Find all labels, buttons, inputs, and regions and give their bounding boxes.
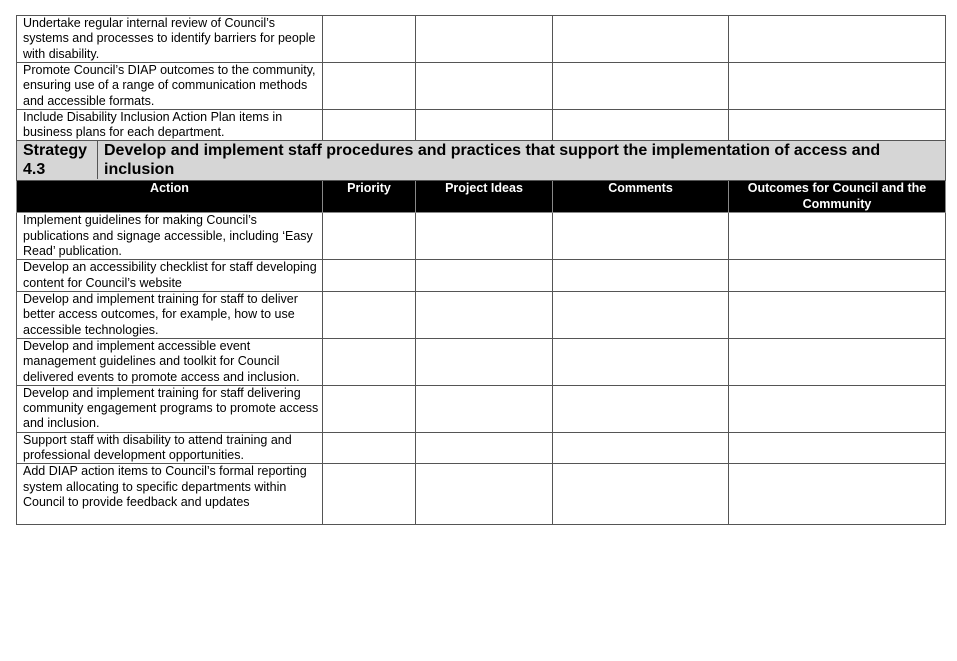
priority-cell [323, 213, 416, 260]
comments-cell [553, 292, 729, 339]
comments-cell [553, 109, 729, 141]
strategy-cell [17, 141, 946, 181]
priority-cell [323, 63, 416, 110]
comments-cell [553, 338, 729, 385]
strategy-inner-table [17, 141, 945, 179]
strategy-row [17, 141, 946, 181]
project-ideas-cell [416, 63, 553, 110]
priority-cell [323, 292, 416, 339]
header-action: Action [17, 181, 323, 213]
table-row [17, 260, 946, 292]
priority-cell [323, 16, 416, 63]
priority-cell [323, 385, 416, 432]
header-project-ideas: Project Ideas [416, 181, 553, 213]
strategy-number: Strategy 4.3 [17, 141, 98, 179]
table-row [17, 385, 946, 432]
action-cell: Promote Council’s DIAP outcomes to the community, ensuring use of a range of communication methods and accessible formats. [17, 63, 323, 110]
header-priority: Priority [323, 181, 416, 213]
project-ideas-cell [416, 213, 553, 260]
priority-cell [323, 260, 416, 292]
project-ideas-cell [416, 432, 553, 464]
project-ideas-cell [416, 260, 553, 292]
comments-cell [553, 385, 729, 432]
header-outcomes: Outcomes for Council and the Community [729, 181, 946, 213]
action-cell: Add DIAP action items to Council’s formal reporting system allocating to specific departments within Council to provide feedback and updates [17, 464, 323, 525]
table-row [17, 292, 946, 339]
action-cell: Implement guidelines for making Council’s publications and signage accessible, including ‘Easy Read’ publication. [17, 213, 323, 260]
action-cell: Include Disability Inclusion Action Plan items in business plans for each department. [17, 109, 323, 141]
outcomes-cell [729, 63, 946, 110]
project-ideas-cell [416, 16, 553, 63]
comments-cell [553, 213, 729, 260]
outcomes-cell [729, 292, 946, 339]
comments-cell [553, 260, 729, 292]
outcomes-cell [729, 109, 946, 141]
table-row [17, 16, 946, 63]
comments-cell [553, 432, 729, 464]
action-cell: Develop and implement training for staff delivering community engagement programs to promote access and inclusion. [17, 385, 323, 432]
header-comments: Comments [553, 181, 729, 213]
comments-cell [553, 16, 729, 63]
action-plan-table [16, 15, 946, 525]
priority-cell [323, 338, 416, 385]
action-cell: Develop an accessibility checklist for staff developing content for Council’s website [17, 260, 323, 292]
project-ideas-cell [416, 292, 553, 339]
comments-cell [553, 464, 729, 525]
project-ideas-cell [416, 385, 553, 432]
project-ideas-cell [416, 109, 553, 141]
table-header-row [17, 181, 946, 213]
outcomes-cell [729, 385, 946, 432]
project-ideas-cell [416, 464, 553, 525]
outcomes-cell [729, 432, 946, 464]
outcomes-cell [729, 260, 946, 292]
action-cell: Support staff with disability to attend training and professional development opportunities. [17, 432, 323, 464]
table-row [17, 464, 946, 525]
outcomes-cell [729, 213, 946, 260]
priority-cell [323, 432, 416, 464]
table-row [17, 109, 946, 141]
priority-cell [323, 464, 416, 525]
action-cell: Develop and implement accessible event management guidelines and toolkit for Council delivered events to promote access and inclusion. [17, 338, 323, 385]
strategy-title: Develop and implement staff procedures and practices that support the implementation of access and inclusion [98, 141, 946, 179]
table-row [17, 432, 946, 464]
table-row [17, 213, 946, 260]
comments-cell [553, 63, 729, 110]
action-cell: Undertake regular internal review of Council’s systems and processes to identify barriers for people with disability. [17, 16, 323, 63]
outcomes-cell [729, 338, 946, 385]
table-row [17, 338, 946, 385]
outcomes-cell [729, 464, 946, 525]
table-row [17, 63, 946, 110]
priority-cell [323, 109, 416, 141]
project-ideas-cell [416, 338, 553, 385]
outcomes-cell [729, 16, 946, 63]
action-cell: Develop and implement training for staff to deliver better access outcomes, for example, how to use accessible technologies. [17, 292, 323, 339]
